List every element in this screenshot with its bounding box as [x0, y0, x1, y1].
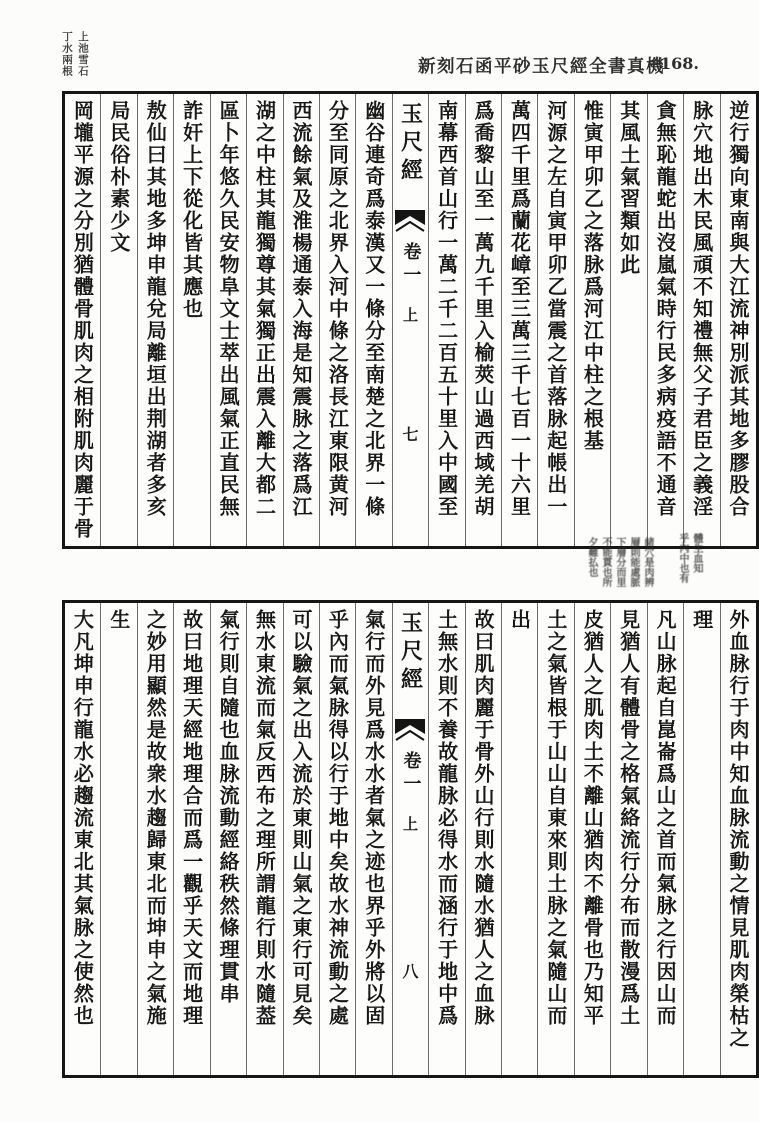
text-column: 皮猶人之肌肉土不離山猶肉不離骨也乃知平 — [575, 603, 611, 1075]
annotation-column: 體生血知 — [691, 533, 702, 573]
gutter-folio: 八 — [402, 962, 419, 981]
fishtail-ornament — [395, 210, 425, 234]
running-title: 新刻石函平砂玉尺經全書真機 — [418, 57, 665, 77]
annotation-column: 層則能處脈 — [628, 537, 639, 587]
text-column: 故曰肌肉麗于骨外山行則水隨水猶人之血脉 — [466, 603, 502, 1075]
text-column: 乎內而氣脉得以行于地中矣故水神流動之處 — [320, 603, 356, 1075]
margin-note-column: 丁水兩根 — [61, 31, 73, 77]
fishtail-ornament — [395, 719, 425, 743]
annotation-column: 乎內中也有 — [677, 533, 688, 583]
text-column: 氣行而外見爲水水者氣之迹也界乎外將以固 — [356, 603, 392, 1075]
text-column: 幽谷連奇爲泰漢又一條分至南楚之北界一條 — [356, 94, 392, 546]
text-column: 之妙用顯然是故衆水趨歸東北而坤申之氣施 — [138, 603, 174, 1075]
text-column: 大凡坤申行龍水必趨流東北其氣脉之使然也 — [65, 603, 101, 1075]
gutter-column — [393, 94, 429, 546]
text-column: 西流餘氣及淮楊通泰入海是知震脉之落爲江 — [284, 94, 320, 546]
annotation-column: 不能貫也所 — [600, 537, 611, 587]
text-column: 其風土氣習類如此 — [611, 94, 647, 546]
smudged-annotation-cluster — [676, 533, 702, 603]
text-column: 貪無恥龍蛇出沒嵐氣時行民多病疫語不通音 — [648, 94, 684, 546]
text-column: 故曰地理天經地理合而爲一觀乎天文而地理 — [174, 603, 210, 1075]
text-column: 理 — [684, 603, 720, 1075]
text-column: 逆行獨向東南與大江流神別派其地多膠股合 — [726, 100, 750, 518]
margin-note-column: 上池雪石 — [77, 31, 89, 77]
annotation-column: 緒穴是肉辨 — [642, 537, 653, 587]
text-column: 分至同原之北界入河中條之洛長江東限黄河 — [320, 94, 356, 546]
gutter-book-title: 玉尺經 — [397, 102, 424, 186]
smudged-annotation-cluster — [585, 537, 653, 603]
text-column: 見猶人有體骨之格氣絡流行分布而散漫爲土 — [611, 603, 647, 1075]
text-column: 凡山脉起自崑崙爲山之首而氣脉之行因山而 — [648, 603, 684, 1075]
text-column: 河源之左自寅甲卯乙當震之首落脉起帳出一 — [538, 94, 574, 546]
text-column: 惟寅甲卯乙之落脉爲河江中柱之根基 — [575, 94, 611, 546]
text-column: 爲喬黎山至一萬九千里入榆莢山過西域羌胡 — [466, 94, 502, 546]
gutter-book-title: 玉尺經 — [397, 611, 424, 695]
text-column: 脉穴地出木民風頑不知禮無父子君臣之義淫 — [684, 94, 720, 546]
text-column: 局民俗朴素少文 — [101, 94, 137, 546]
text-column: 生 — [101, 603, 137, 1075]
text-column: 無水東流而氣反西布之理所謂龍行則水隨葢 — [247, 603, 283, 1075]
text-column: 敖仙曰其地多坤申龍兌局離垣出荆湖者多亥 — [138, 94, 174, 546]
text-column: 湖之中柱其龍獨尊其氣獨正出震入離大都二 — [247, 94, 283, 546]
gutter-column — [393, 603, 429, 1075]
text-column: 土之氣皆根于山山自東來則土脉之氣隨山而 — [538, 603, 574, 1075]
text-column: 詐奸上下從化皆其應也 — [174, 94, 210, 546]
text-column: 可以驗氣之出入流於東則山氣之東行可見矣 — [284, 603, 320, 1075]
page-number: 168. — [660, 54, 699, 73]
text-column: 萬四千里爲蘭花嶂至三萬三千七百一十六里 — [502, 94, 538, 546]
text-column: 外血脉行于肉中知血脉流動之情見肌肉榮枯之 — [726, 609, 750, 1049]
bottom-page-block — [62, 600, 759, 1078]
text-column: 出 — [502, 603, 538, 1075]
gutter-volume: 卷一 — [400, 751, 422, 797]
text-column: 土無水則不養故龍脉必得水而涵行于地中爲 — [429, 603, 465, 1075]
text-column: 氣行則自隨也血脉流動經絡秩然條理貫串 — [211, 603, 247, 1075]
text-column: 區卜年悠久民安物阜文士萃出風氣正直民無 — [211, 94, 247, 546]
text-column: 南幕西首山行一萬二千二百五十里入中國至 — [429, 94, 465, 546]
gutter-volume: 卷一 — [400, 242, 422, 288]
annotation-column: 夕難払也 — [586, 537, 597, 577]
gutter-part: 上 — [402, 815, 418, 833]
top-page-block — [62, 91, 759, 549]
gutter-folio: 七 — [402, 425, 419, 444]
text-column: 岡壠平源之分別猶體骨肌肉之相附肌肉麗于骨 — [65, 94, 101, 546]
annotation-column: 下層分而里 — [614, 537, 625, 587]
gutter-part: 上 — [402, 306, 418, 324]
